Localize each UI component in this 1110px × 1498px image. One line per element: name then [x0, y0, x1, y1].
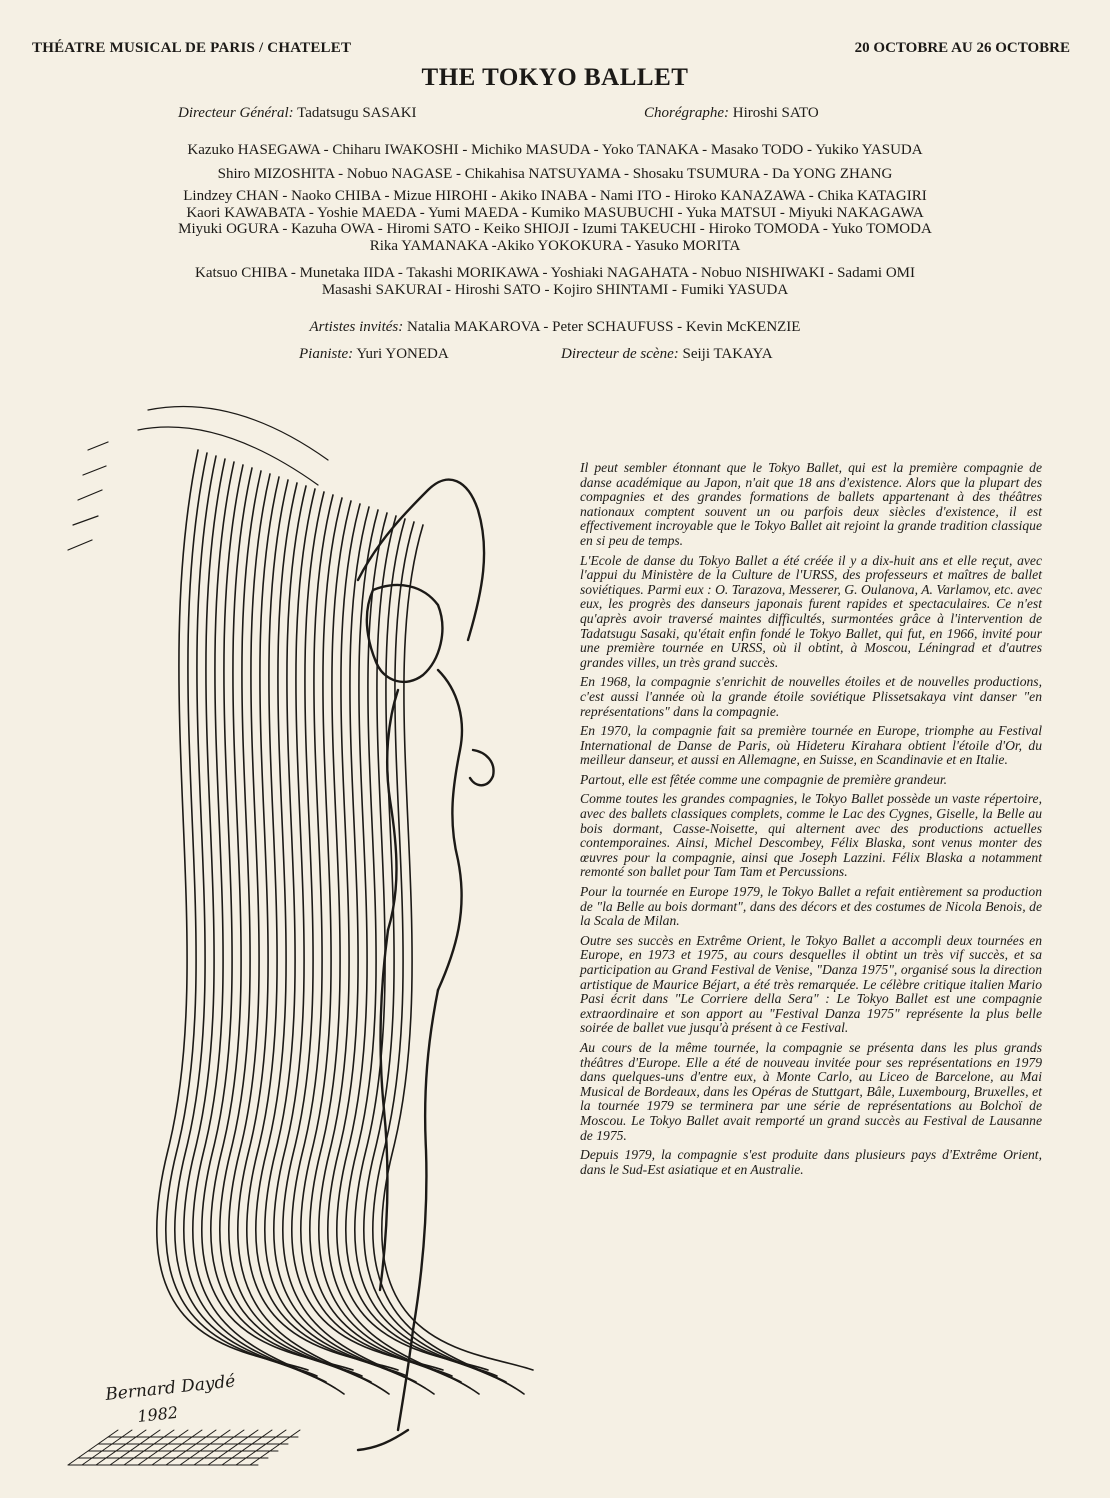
- venue-heading: THÉATRE MUSICAL DE PARIS / CHATELET: [32, 40, 352, 56]
- cast-line: Shiro MIZOSHITA - Nobuo NAGASE - Chikahisa NATSUYAMA - Shosaku TSUMURA - Da YONG ZHANG: [217, 166, 893, 182]
- dancer-drawing: [28, 390, 588, 1470]
- illustration-signature: Bernard Daydé: [104, 1371, 237, 1405]
- history-text: [580, 461, 1042, 1182]
- cast-group-soloists: [0, 188, 1110, 254]
- pianist-label: Pianiste:: [299, 346, 354, 362]
- history-paragraph: Partout, elle est fêtée comme une compagnie de première grandeur.: [580, 771, 948, 787]
- page-title: THE TOKYO BALLET: [421, 64, 689, 91]
- history-paragraph: Comme toutes les grandes compagnies, le Tokyo Ballet possède un vaste répertoire, avec des ballets classiques complets, comme le Lac des Cygnes, Giselle, la Belle au bois dormant, Casse-Noisette, qui alternent avec des productions actuelles contemporaines. Ainsi, Michel Descombey, Félix Blaska, sont venus monter des œuvres pour la compagnie, ainsi que Joseph Lazzini. Félix Blaska a notamment remonté son ballet pour Tam Tam et Percussions.: [580, 791, 1042, 880]
- history-paragraph: En 1968, la compagnie s'enrichit de nouvelles étoiles et de nouvelles productions, c'est aussi l'année où la grande étoile soviétique Plissetsakaya vint danser "en représentations" dans la compagnie.: [580, 674, 1042, 719]
- stage-director-name: Seiji TAKAYA: [682, 346, 773, 362]
- cast-line: Kazuko HASEGAWA - Chiharu IWAKOSHI - Michiko MASUDA - Yoko TANAKA - Masako TODO - Yukiko YASUDA: [187, 142, 923, 158]
- guests-names: Natalia MAKAROVA - Peter SCHAUFUSS - Kevin McKENZIE: [407, 319, 801, 335]
- history-paragraph: Depuis 1979, la compagnie s'est produite dans plusieurs pays d'Extrême Orient, dans le Sud-Est asiatique et en Australie.: [580, 1147, 1042, 1177]
- guests-label: Artistes invités:: [309, 319, 404, 335]
- illustration-year: 1982: [136, 1402, 179, 1426]
- cast-line: Kaori KAWABATA - Yoshie MAEDA - Yumi MAEDA - Kumiko MASUBUCHI - Yuka MATSUI - Miyuki NAKAGAWA: [186, 204, 924, 221]
- history-paragraph: L'Ecole de danse du Tokyo Ballet a été créée il y a dix-huit ans et elle reçut, avec l'appui du Ministère de la Culture de l'URSS, des professeurs et maîtres de ballet soviétiques. Parmi eux : O. Tarazova, Messerer, G. Oulanova, A. Varlamov, etc. avec eux, les progrès des danseurs japonais furent rapides et spectaculaires. Ce n'est qu'après avoir traversé maintes difficultés, surmontées grâce à l'intervention de Tadatsugu Sasaki, qu'était enfin fondé le Tokyo Ballet, qui fut, en 1966, invité pour une première tournée en URSS, où il obtint, à Moscou, Léningrad et d'autres grandes villes, un très grand succès.: [580, 552, 1042, 670]
- director-name: Tadatsugu SASAKI: [297, 105, 417, 121]
- cast-line: Katsuo CHIBA - Munetaka IIDA - Takashi MORIKAWA - Yoshiaki NAGAHATA - Nobuo NISHIWAKI - Sadami OMI: [195, 265, 915, 281]
- choreographer-name: Hiroshi SATO: [732, 105, 819, 121]
- stage-director-credit: [561, 346, 773, 363]
- history-paragraph: Outre ses succès en Extrême Orient, le Tokyo Ballet a accompli deux tournées en Europe, en 1973 et 1975, au cours desquelles il obtint un très vif succès, et sa participation au Grand Festival de Venise, "Danza 1975", organisé sous la direction artistique de Maurice Béjart, a été très remarquée. Le célèbre critique italien Mario Pasi écrit dans "Le Corriere della Sera" : Le Tokyo Ballet est une compagnie extraordinaire et son apport au "Festival Danza 1975" représente la plus belle soirée de ballet vue jusqu'à présent à ce Festival.: [580, 932, 1042, 1036]
- choreographer-label: Chorégraphe:: [644, 105, 729, 121]
- cast-line: Rika YAMANAKA -Akiko YOKOKURA - Yasuko MORITA: [369, 237, 741, 254]
- history-paragraph: Il peut sembler étonnant que le Tokyo Ballet, qui est la première compagnie de danse académique au Japon, n'ait que 18 ans d'existence. Alors que la plupart des compagnies et des grandes formations de ballets appartenant à des théâtres nationaux comptent souvent un ou parfois deux siècles d'existence, il est effectivement incroyable que le Tokyo Ballet ait rejoint la grande tradition classique en si peu de temps.: [580, 460, 1042, 548]
- director-label: Directeur Général:: [178, 105, 294, 121]
- director-credit: [178, 105, 417, 122]
- guest-artists: [0, 319, 1110, 336]
- stage-director-label: Directeur de scène:: [561, 346, 679, 362]
- history-paragraph: Pour la tournée en Europe 1979, le Tokyo Ballet a refait entièrement sa production de "la Belle au bois dormant", dans des décors et des costumes de Nicola Benois, de la Scala de Milan.: [580, 884, 1042, 929]
- cast-line: Lindzey CHAN - Naoko CHIBA - Mizue HIROHI - Akiko INABA - Nami ITO - Hiroko KANAZAWA - Chika KATAGIRI: [183, 188, 927, 204]
- pianist-credit: [299, 346, 449, 363]
- cast-group-principals: [0, 138, 1110, 186]
- cast-group-men: [0, 265, 1110, 298]
- pianist-name: Yuri YONEDA: [356, 346, 449, 362]
- choreographer-credit: [644, 105, 819, 122]
- history-paragraph: Au cours de la même tournée, la compagnie se présenta dans les plus grands théâtres d'Europe. Elle a été de nouveau invitée pour ses représentations en 1979 dans quelques-uns d'entre eux, à Monte Carlo, au Liceo de Barcelone, au Mai Musical de Bordeaux, dans les Opéras de Stuttgart, Bâle, Luxembourg, Bruxelles, et la tournée 1979 se terminera par une série de représentations au Bolchoï de Moscou. Le Tokyo Ballet avait remporté un grand succès au Festival de Lausanne de 1975.: [580, 1039, 1042, 1143]
- cast-line: Miyuki OGURA - Kazuha OWA - Hiromi SATO - Keiko SHIOJI - Izumi TAKEUCHI - Hiroko TOMODA - Yuko TOMODA: [178, 221, 932, 237]
- dates-heading: 20 OCTOBRE AU 26 OCTOBRE: [854, 40, 1070, 56]
- cast-line: Masashi SAKURAI - Hiroshi SATO - Kojiro SHINTAMI - Fumiki YASUDA: [321, 281, 789, 298]
- history-paragraph: En 1970, la compagnie fait sa première tournée en Europe, triomphe au Festival International de Danse de Paris, où Hideteru Kirahara obtient l'étoile d'Or, du meilleur danseur, et aussi en Allemagne, en Suisse, en Scandinavie et en Italie.: [580, 723, 1042, 768]
